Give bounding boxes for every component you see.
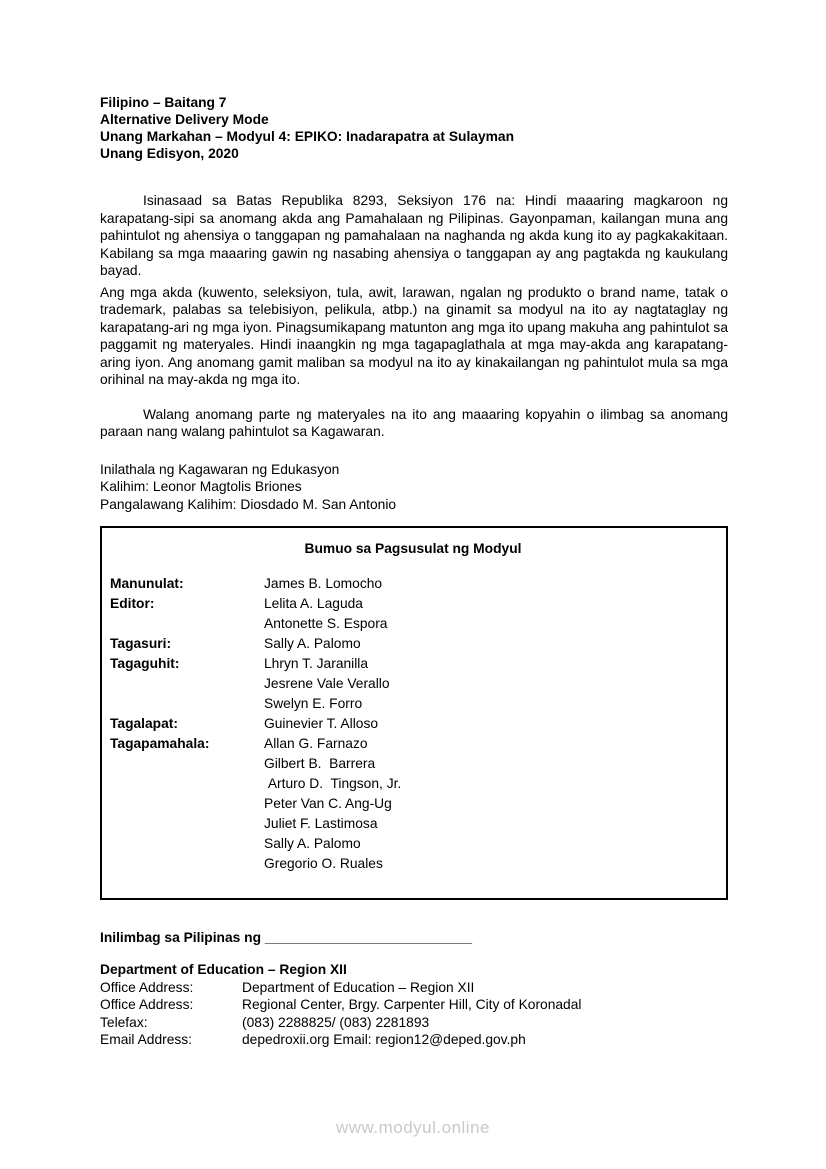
office-contact-label: Email Address: bbox=[100, 1032, 193, 1047]
credit-row bbox=[110, 834, 716, 854]
office-contact-label: Telefax: bbox=[100, 1014, 148, 1030]
credit-role-label bbox=[110, 674, 264, 694]
credit-person-name: Gilbert B. Barrera bbox=[264, 755, 376, 771]
credit-row bbox=[110, 614, 716, 634]
module-header bbox=[100, 94, 728, 162]
credit-row bbox=[110, 574, 716, 594]
credit-person-name: Swelyn E. Forro bbox=[264, 695, 363, 711]
credit-person-name: Peter Van C. Ang-Ug bbox=[264, 795, 392, 811]
credit-row bbox=[110, 694, 716, 714]
office-contact-value: (083) 2288825/ (083) 2281893 bbox=[242, 1014, 430, 1030]
credit-row bbox=[110, 714, 716, 734]
credit-role-label bbox=[110, 614, 264, 634]
publisher-block bbox=[100, 461, 728, 514]
office-contact-label: Office Address: bbox=[100, 979, 194, 995]
credit-row bbox=[110, 674, 716, 694]
credit-person-name: Sally A. Palomo bbox=[264, 835, 361, 851]
credit-row bbox=[110, 794, 716, 814]
credit-row bbox=[110, 854, 716, 874]
credit-row bbox=[110, 774, 716, 794]
credit-role-label bbox=[110, 834, 264, 854]
module-subject-line: Filipino – Baitang 7 bbox=[100, 95, 227, 110]
credit-person-name: Juliet F. Lastimosa bbox=[264, 815, 378, 831]
publisher-line: Inilathala ng Kagawaran ng Edukasyon bbox=[100, 461, 340, 477]
module-mode-line: Alternative Delivery Mode bbox=[100, 112, 269, 127]
credit-role-label bbox=[110, 754, 264, 774]
credit-role-label: Editor: bbox=[110, 595, 155, 611]
printed-in-philippines-line: Inilimbag sa Pilipinas ng ___________________________ bbox=[100, 929, 473, 945]
copyright-paragraph-3: Walang anomang parte ng materyales na ito ang maaaring kopyahin o ilimbag sa anomang paraan nang walang pahintulot sa Kagawaran. bbox=[100, 406, 728, 439]
credit-role-label bbox=[110, 794, 264, 814]
credit-person-name: Lhryn T. Jaranilla bbox=[264, 655, 369, 671]
credit-role-label: Tagasuri: bbox=[110, 635, 172, 651]
office-contact-value: Department of Education – Region XII bbox=[242, 979, 475, 995]
credit-role-label: Tagaguhit: bbox=[110, 655, 180, 671]
secretary-line: Kalihim: Leonor Magtolis Briones bbox=[100, 479, 302, 494]
credit-person-name: James B. Lomocho bbox=[264, 575, 383, 591]
credit-role-label: Tagapamahala: bbox=[110, 735, 210, 751]
credits-box bbox=[100, 526, 728, 900]
office-contact-label: Office Address: bbox=[100, 997, 194, 1012]
credit-person-name: Antonette S. Espora bbox=[264, 615, 388, 631]
module-title-line: Unang Markahan – Modyul 4: EPIKO: Inadarapatra at Sulayman bbox=[100, 129, 515, 144]
credit-row bbox=[110, 654, 716, 674]
credit-role-label bbox=[110, 774, 264, 794]
credit-person-name: Guinevier T. Alloso bbox=[264, 715, 379, 731]
office-contact-row bbox=[100, 1031, 728, 1049]
credits-box-title: Bumuo sa Pagsusulat ng Modyul bbox=[304, 541, 522, 556]
credit-row bbox=[110, 634, 716, 654]
credit-person-name: Lelita A. Laguda bbox=[264, 595, 363, 611]
office-contact-rows bbox=[100, 979, 728, 1049]
credit-person-name: Gregorio O. Ruales bbox=[264, 855, 383, 871]
credit-role-label bbox=[110, 694, 264, 714]
office-title: Department of Education – Region XII bbox=[100, 962, 347, 977]
credit-person-name: Jesrene Vale Verallo bbox=[264, 675, 390, 691]
copyright-paragraph-1: Isinasaad sa Batas Republika 8293, Seksiyon 176 na: Hindi maaaring magkaroon ng karapatang-sipi sa anomang akda ang Pamahalaan ng Pilipinas. Gayonpaman, kailangan muna ang pahintulot ng ahensiya o tanggapan ng pamahalaan na naghanda ng akda kung ito ay pagkakakitaan. Kabilang sa mga maaaring gawin ng nasabing ahensiya o tanggapan ay ang pagtakda ng kaukulang bayad. bbox=[100, 193, 728, 278]
credit-row bbox=[110, 734, 716, 754]
credit-row bbox=[110, 594, 716, 614]
office-contact-row bbox=[100, 979, 728, 997]
module-edition-line: Unang Edisyon, 2020 bbox=[100, 146, 239, 161]
office-contact-value: depedroxii.org Email: region12@deped.gov.ph bbox=[242, 1032, 526, 1047]
office-contact-value: Regional Center, Brgy. Carpenter Hill, City of Koronadal bbox=[242, 997, 582, 1012]
credit-person-name: Sally A. Palomo bbox=[264, 635, 361, 651]
credit-row bbox=[110, 814, 716, 834]
credit-role-label bbox=[110, 854, 264, 874]
watermark-text: www.modyul.online bbox=[335, 1118, 490, 1137]
credits-rows bbox=[110, 574, 716, 874]
office-contact-row bbox=[100, 1014, 728, 1032]
copyright-paragraph-2: Ang mga akda (kuwento, seleksiyon, tula, awit, larawan, ngalan ng produkto o brand name, tatak o trademark, palabas sa telebisiyon, pelikula, atbp.) na ginamit sa modyul na ito ay nagtataglay ng karapatang-ari ng mga iyon. Pinagsumikapang matunton ang mga ito upang makuha ang pahintulot sa paggamit ng materyales. Hindi inaangkin ng mga tagapaglathala at mga may-akda ang karapatang-aring iyon. Ang anomang gamit maliban sa modyul na ito ay kinakailangan ng pahintulot mula sa mga orihinal na may-akda ng mga ito. bbox=[100, 284, 728, 387]
credit-role-label: Manunulat: bbox=[110, 575, 184, 591]
credit-person-name: Arturo D. Tingson, Jr. bbox=[264, 775, 402, 791]
credit-role-label: Tagalapat: bbox=[110, 715, 178, 731]
office-contact-row bbox=[100, 996, 728, 1014]
credit-person-name: Allan G. Farnazo bbox=[264, 735, 368, 751]
undersecretary-line: Pangalawang Kalihim: Diosdado M. San Antonio bbox=[100, 496, 397, 512]
credit-row bbox=[110, 754, 716, 774]
credit-role-label bbox=[110, 814, 264, 834]
